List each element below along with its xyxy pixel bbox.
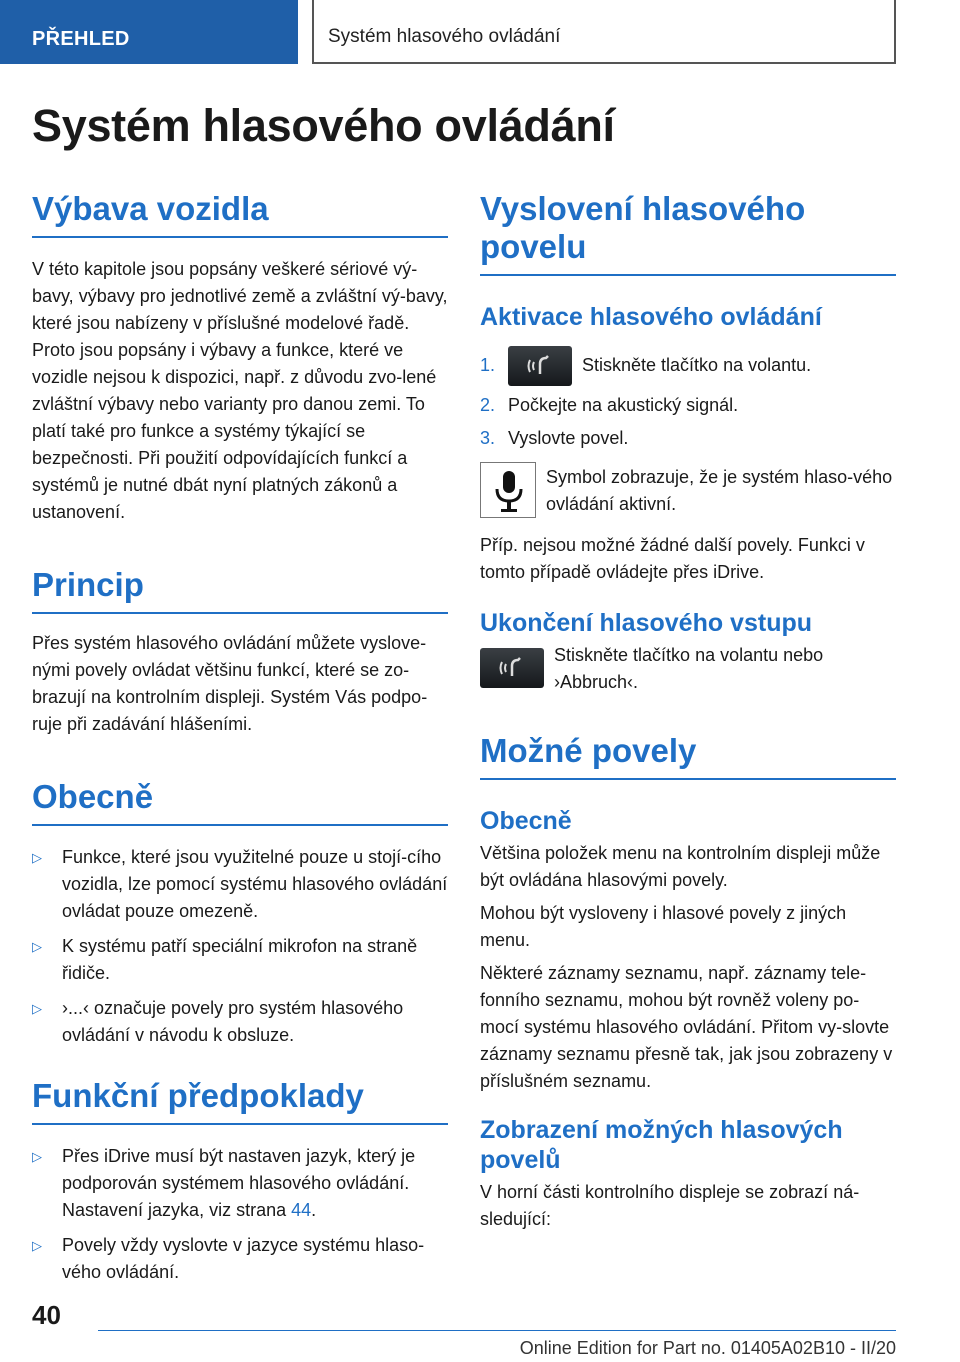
edition-text: Online Edition for Part no. 01405A02B10 - II/20	[519, 1338, 896, 1358]
list-item: ▷ Přes iDrive musí být nastaven jazyk, který je podporován systémem hlasového ovládání. Nastavení jazyka, viz strana 44.	[32, 1143, 448, 1224]
note-text: Příp. nejsou možné žádné další povely. Funkci v tomto případě ovládejte přes iDrive.	[480, 534, 865, 582]
symbol-text: Symbol zobrazuje, že je systém hlaso‐vého ovládání aktivní.	[546, 466, 893, 514]
triangle-bullet-icon: ▷	[32, 849, 42, 865]
voice-button-icon	[480, 648, 544, 688]
section-tab: PŘEHLED	[0, 0, 298, 64]
steps-list	[480, 346, 896, 452]
princip-text: Přes systém hlasového ovládání můžete vyslove‐nými povely ovládat většinu funkcí, které se zo‐brazují na kontrolním displeji. Systém Vás podpo‐ruje při zadávání hlášeními.	[32, 632, 428, 734]
left-column	[32, 190, 448, 1294]
heading-aktivace: Aktivace hlasového ovládání	[480, 302, 822, 331]
mozne-p1: Většina položek menu na kontrolním displeji může být ovládána hlasovými povely.	[480, 842, 881, 890]
triangle-bullet-icon: ▷	[32, 938, 42, 954]
zobrazeni-text: V horní části kontrolního displeje se zobrazí ná‐sledující:	[480, 1181, 860, 1229]
triangle-bullet-icon: ▷	[32, 1237, 42, 1253]
list-item: ▷ K systému patří speciální mikrofon na straně řidiče.	[32, 933, 448, 987]
right-column	[480, 190, 896, 1233]
heading-zobrazeni: Zobrazení možných hlasových povelů	[480, 1115, 843, 1174]
triangle-bullet-icon: ▷	[32, 1000, 42, 1016]
mozne-p2: Mohou být vysloveny i hlasové povely z jiných menu.	[480, 902, 847, 950]
triangle-bullet-icon: ▷	[32, 1148, 42, 1164]
mozne-p3: Některé záznamy seznamu, např. záznamy tele‐fonního seznamu, mohou být rovněž voleny po‐mocí systému hlasového ovládání. Přitom vy‐slovte záznamy seznamu přesně tak, jak jsou zobrazeny v příslušném seznamu.	[480, 962, 893, 1091]
heading-princip: Princip	[32, 566, 448, 614]
heading-vysloveni: Vyslovení hlasového povelu	[480, 190, 896, 276]
chapter-tab: Systém hlasového ovládání	[312, 0, 896, 64]
page-link[interactable]: 44	[291, 1199, 312, 1220]
symbol-note	[480, 462, 896, 518]
list-item: ▷ Funkce, které jsou využitelné pouze u stojí‐cího vozidla, lze pomocí systému hlasového ovládání ovládat pouze omezeně.	[32, 844, 448, 925]
list-item: ▷ ›...‹ označuje povely pro systém hlasového ovládání v návodu k obsluze.	[32, 995, 448, 1049]
page-number: 40	[32, 1300, 61, 1330]
heading-obecne: Obecně	[32, 778, 448, 826]
page-title: Systém hlasového ovládání	[32, 100, 615, 151]
predpoklady-list	[32, 1143, 448, 1286]
heading-predpoklady: Funkční předpoklady	[32, 1077, 448, 1125]
ukonceni-text: Stiskněte tlačítko na volantu nebo ›Abbruch‹.	[554, 644, 824, 692]
voice-button-icon	[508, 346, 572, 386]
ukonceni-note	[480, 642, 896, 696]
list-item: 3. Vyslovte povel.	[480, 427, 629, 448]
heading-mozne: Možné povely	[480, 732, 896, 780]
vybava-text: V této kapitole jsou popsány veškeré sériové vý‐bavy, výbavy pro jednotlivé země a zvláštní vý‐bavy, které jsou nabízeny v příslušné modelové řadě. Proto jsou popsány i výbavy a funkce, které ve vozidle nejsou k dispozici, např. z důvodu zvo‐lené zvláštní výbavy nebo varianty pro danou zemi. To platí také pro funkce a systémy týkající se bezpečnosti. Při použití odpovídajících funkcí a systémů je nutné dbát nyní platných zákonů a ustanovení.	[32, 258, 448, 522]
footer-divider	[98, 1330, 896, 1331]
list-item: 2. Počkejte na akustický signál.	[480, 394, 739, 415]
list-item: ▷ Povely vždy vyslovte v jazyce systému hlaso‐vého ovládání.	[32, 1232, 448, 1286]
heading-vybava: Výbava vozidla	[32, 190, 448, 238]
list-item: 1. Stiskněte tlačítko na volantu.	[480, 346, 896, 386]
heading-mozne-obecne: Obecně	[480, 806, 572, 835]
microphone-icon	[480, 462, 536, 518]
obecne-list	[32, 844, 448, 1049]
heading-ukonceni: Ukončení hlasového vstupu	[480, 608, 813, 637]
